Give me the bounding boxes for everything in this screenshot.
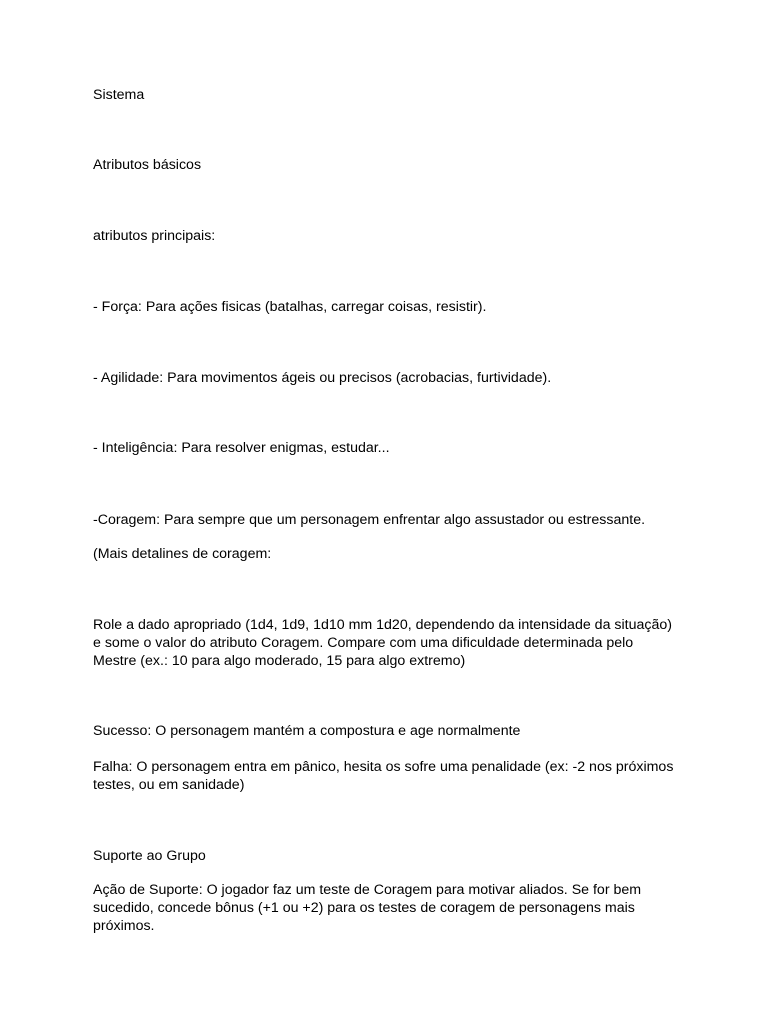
support-action-line: Ação de Suporte: O jogador faz um teste de Coragem para motivar aliados. Se for bem xyxy=(93,882,642,898)
attribute-strength: - Força: Para ações fisicas (batalhas, carregar coisas, resistir). xyxy=(93,299,487,315)
attribute-intelligence: - Inteligência: Para resolver enigmas, estudar... xyxy=(93,440,390,456)
roll-paragraph-line: Mestre (ex.: 10 para algo moderado, 15 para algo extremo) xyxy=(93,653,466,669)
attributes-intro: atributos principais: xyxy=(93,228,216,244)
failure-paragraph-line: testes, ou em sanidade) xyxy=(93,777,245,793)
support-action-line: sucedido, concede bônus (+1 ou +2) para os testes de coragem de personagens mais xyxy=(93,900,635,916)
failure-paragraph-line: Falha: O personagem entra em pânico, hesita os sofre uma penalidade (ex: -2 nos próximos xyxy=(93,759,674,775)
success-text: Sucesso: O personagem mantém a compostura e age normalmente xyxy=(93,723,521,739)
document-title: Sistema xyxy=(93,87,145,103)
roll-paragraph-line: Role a dado apropriado (1d4, 1d9, 1d10 mm 1d20, dependendo da intensidade da situação) xyxy=(93,617,672,633)
support-action-line: próximos. xyxy=(93,918,155,934)
attribute-agility: - Agilidade: Para movimentos ágeis ou precisos (acrobacias, furtividade). xyxy=(93,370,552,386)
support-action-paragraph xyxy=(93,881,693,935)
group-support-heading: Suporte ao Grupo xyxy=(93,848,206,864)
roll-paragraph xyxy=(93,616,693,670)
attribute-courage: -Coragem: Para sempre que um personagem enfrentar algo assustador ou estressante. xyxy=(93,512,646,528)
failure-paragraph xyxy=(93,758,693,794)
courage-details-heading: (Mais detalines de coragem: xyxy=(93,546,272,562)
roll-paragraph-line: e some o valor do atributo Coragem. Compare com uma dificuldade determinada pelo xyxy=(93,635,634,651)
section-heading-basic-attributes: Atributos básicos xyxy=(93,157,202,173)
